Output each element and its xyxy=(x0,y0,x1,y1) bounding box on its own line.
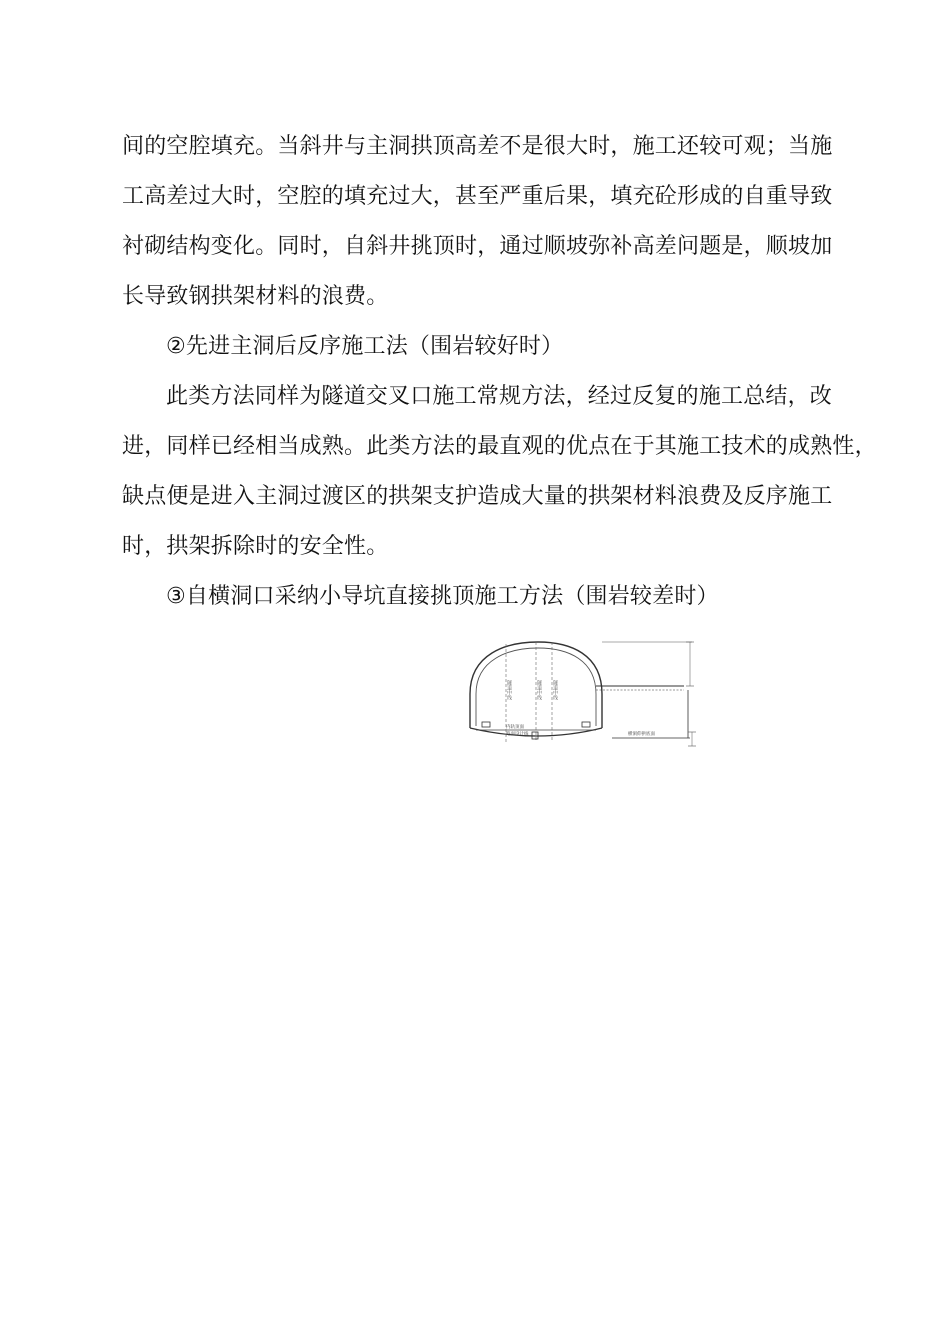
paragraph-1-line-4: 长导致钢拱架材料的浪费。 xyxy=(122,284,389,309)
paragraph-2-line-3: 缺点便是进入主洞过渡区的拱架支护造成大量的拱架材料浪费及反序施工 xyxy=(122,484,833,509)
paragraph-2-line-2: 进，同样已经相当成熟。此类方法的最直观的优点在于其施工技术的成熟性， xyxy=(122,434,877,459)
figure-label-col1: 隧道中线 xyxy=(506,680,512,700)
paragraph-1-line-3: 衬砌结构变化。同时，自斜井挑顶时，通过顺坡弥补高差问题是，顺坡加 xyxy=(122,234,833,259)
section-heading-3: ③自横洞口采纳小导坑直接挑顶施工方法（围岩较差时） xyxy=(166,584,719,609)
figure-label-col3: 隧道中线 xyxy=(552,680,558,700)
tunnel-cross-section-figure xyxy=(462,636,702,754)
paragraph-2-line-1: 此类方法同样为隧道交叉口施工常规方法，经过反复的施工总结，改 xyxy=(166,384,833,409)
right-drain xyxy=(582,722,590,727)
paragraph-1-line-2: 工高差过大时，空腔的填充过大，甚至严重后果，填充砼形成的自重导致 xyxy=(122,184,833,209)
paragraph-1-line-1: 间的空腔填充。当斜井与主洞拱顶高差不是很大时，施工还较可观；当施 xyxy=(122,134,833,159)
left-drain xyxy=(482,722,490,727)
section-heading-2: ②先进主洞后反序施工法（围岩较好时） xyxy=(166,334,564,359)
figure-label-bottom-left: 内轨顶面 xyxy=(506,725,524,730)
figure-label-col2: 隧道中线 xyxy=(536,680,542,700)
figure-label-bottom-left-2: 路面设计线 xyxy=(506,732,529,737)
figure-label-right-bottom: 横洞仰拱底面 xyxy=(628,732,655,737)
paragraph-2-line-4: 时，拱架拆除时的安全性。 xyxy=(122,534,389,559)
